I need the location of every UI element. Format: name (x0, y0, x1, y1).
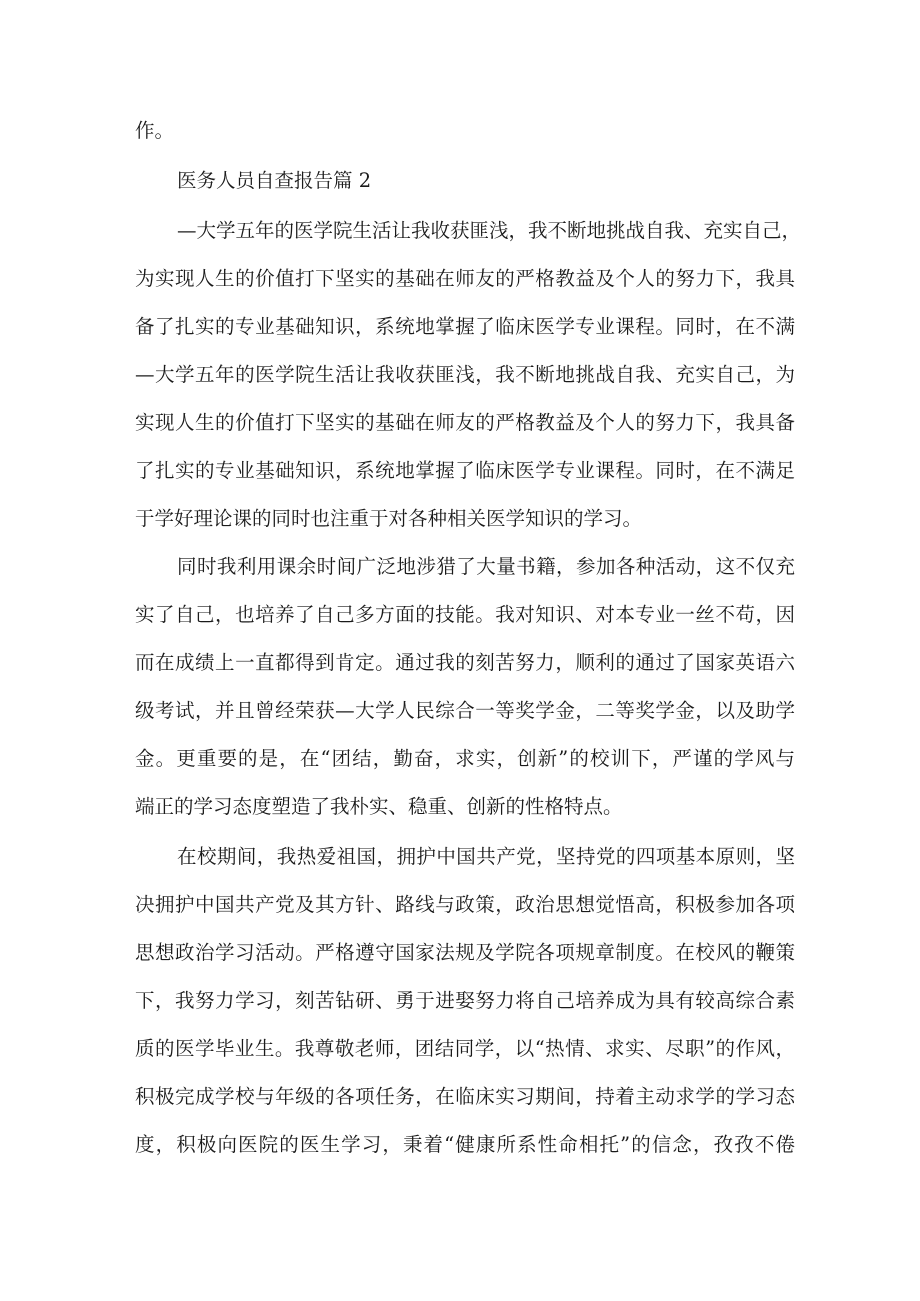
text-line: 质的医学毕业生。我尊敬老师，团结同学，以“热情、求实、尽职”的作风， (135, 1037, 795, 1060)
text-line: 金。更重要的是，在“团结，勤奋，求实，创新”的校训下，严谨的学风与 (135, 747, 795, 770)
text-line: 实了自己，也培养了自己多方面的技能。我对知识、对本专业一丝不苟，因 (135, 603, 795, 626)
text-line: 作。 (135, 119, 175, 142)
text-line: 积极完成学校与年级的各项任务，在临床实习期间，持着主动求学的学习态 (135, 1085, 795, 1108)
text-line: 而在成绩上一直都得到肯定。通过我的刻苦努力，顺利的通过了国家英语六 (135, 651, 795, 674)
text-line: 思想政治学习活动。严格遵守国家法规及学院各项规章制度。在校风的鞭策 (135, 941, 795, 964)
text-line: 实现人生的价值打下坚实的基础在师友的严格教益及个人的努力下，我具备 (135, 411, 795, 434)
text-line: 为实现人生的价值打下坚实的基础在师友的严格教益及个人的努力下，我具 (135, 267, 795, 290)
text-line: 同时我利用课余时间广泛地涉猎了大量书籍，参加各种活动，这不仅充 (177, 555, 795, 578)
text-line: 决拥护中国共产党及其方针、路线与政策，政治思想觉悟高，积极参加各项 (135, 893, 795, 916)
text-line: 下，我努力学习，刻苦钻研、勇于进娶努力将自己培养成为具有较高综合素 (135, 989, 795, 1012)
text-line: 在校期间，我热爱祖国，拥护中国共产党，坚持党的四项基本原则，坚 (177, 845, 795, 868)
text-line: —大学五年的医学院生活让我收获匪浅，我不断地挑战自我、充实自己，为 (135, 363, 795, 386)
section-heading: 医务人员自查报告篇 2 (177, 169, 372, 192)
text-line: —大学五年的医学院生活让我收获匪浅，我不断地挑战自我、充实自己， (177, 219, 802, 242)
text-line: 度，积极向医院的医生学习，秉着“健康所系性命相托”的信念，孜孜不倦 (135, 1133, 795, 1156)
text-line: 端正的学习态度塑造了我朴实、稳重、创新的性格特点。 (135, 795, 623, 818)
text-line: 于学好理论课的同时也注重于对各种相关医学知识的学习。 (135, 507, 643, 530)
text-line: 备了扎实的专业基础知识，系统地掌握了临床医学专业课程。同时，在不满 (135, 315, 795, 338)
text-line: 级考试，并且曾经荣获—大学人民综合一等奖学金，二等奖学金，以及助学 (135, 699, 795, 722)
text-line: 了扎实的专业基础知识，系统地掌握了临床医学专业课程。同时，在不满足 (135, 459, 795, 482)
